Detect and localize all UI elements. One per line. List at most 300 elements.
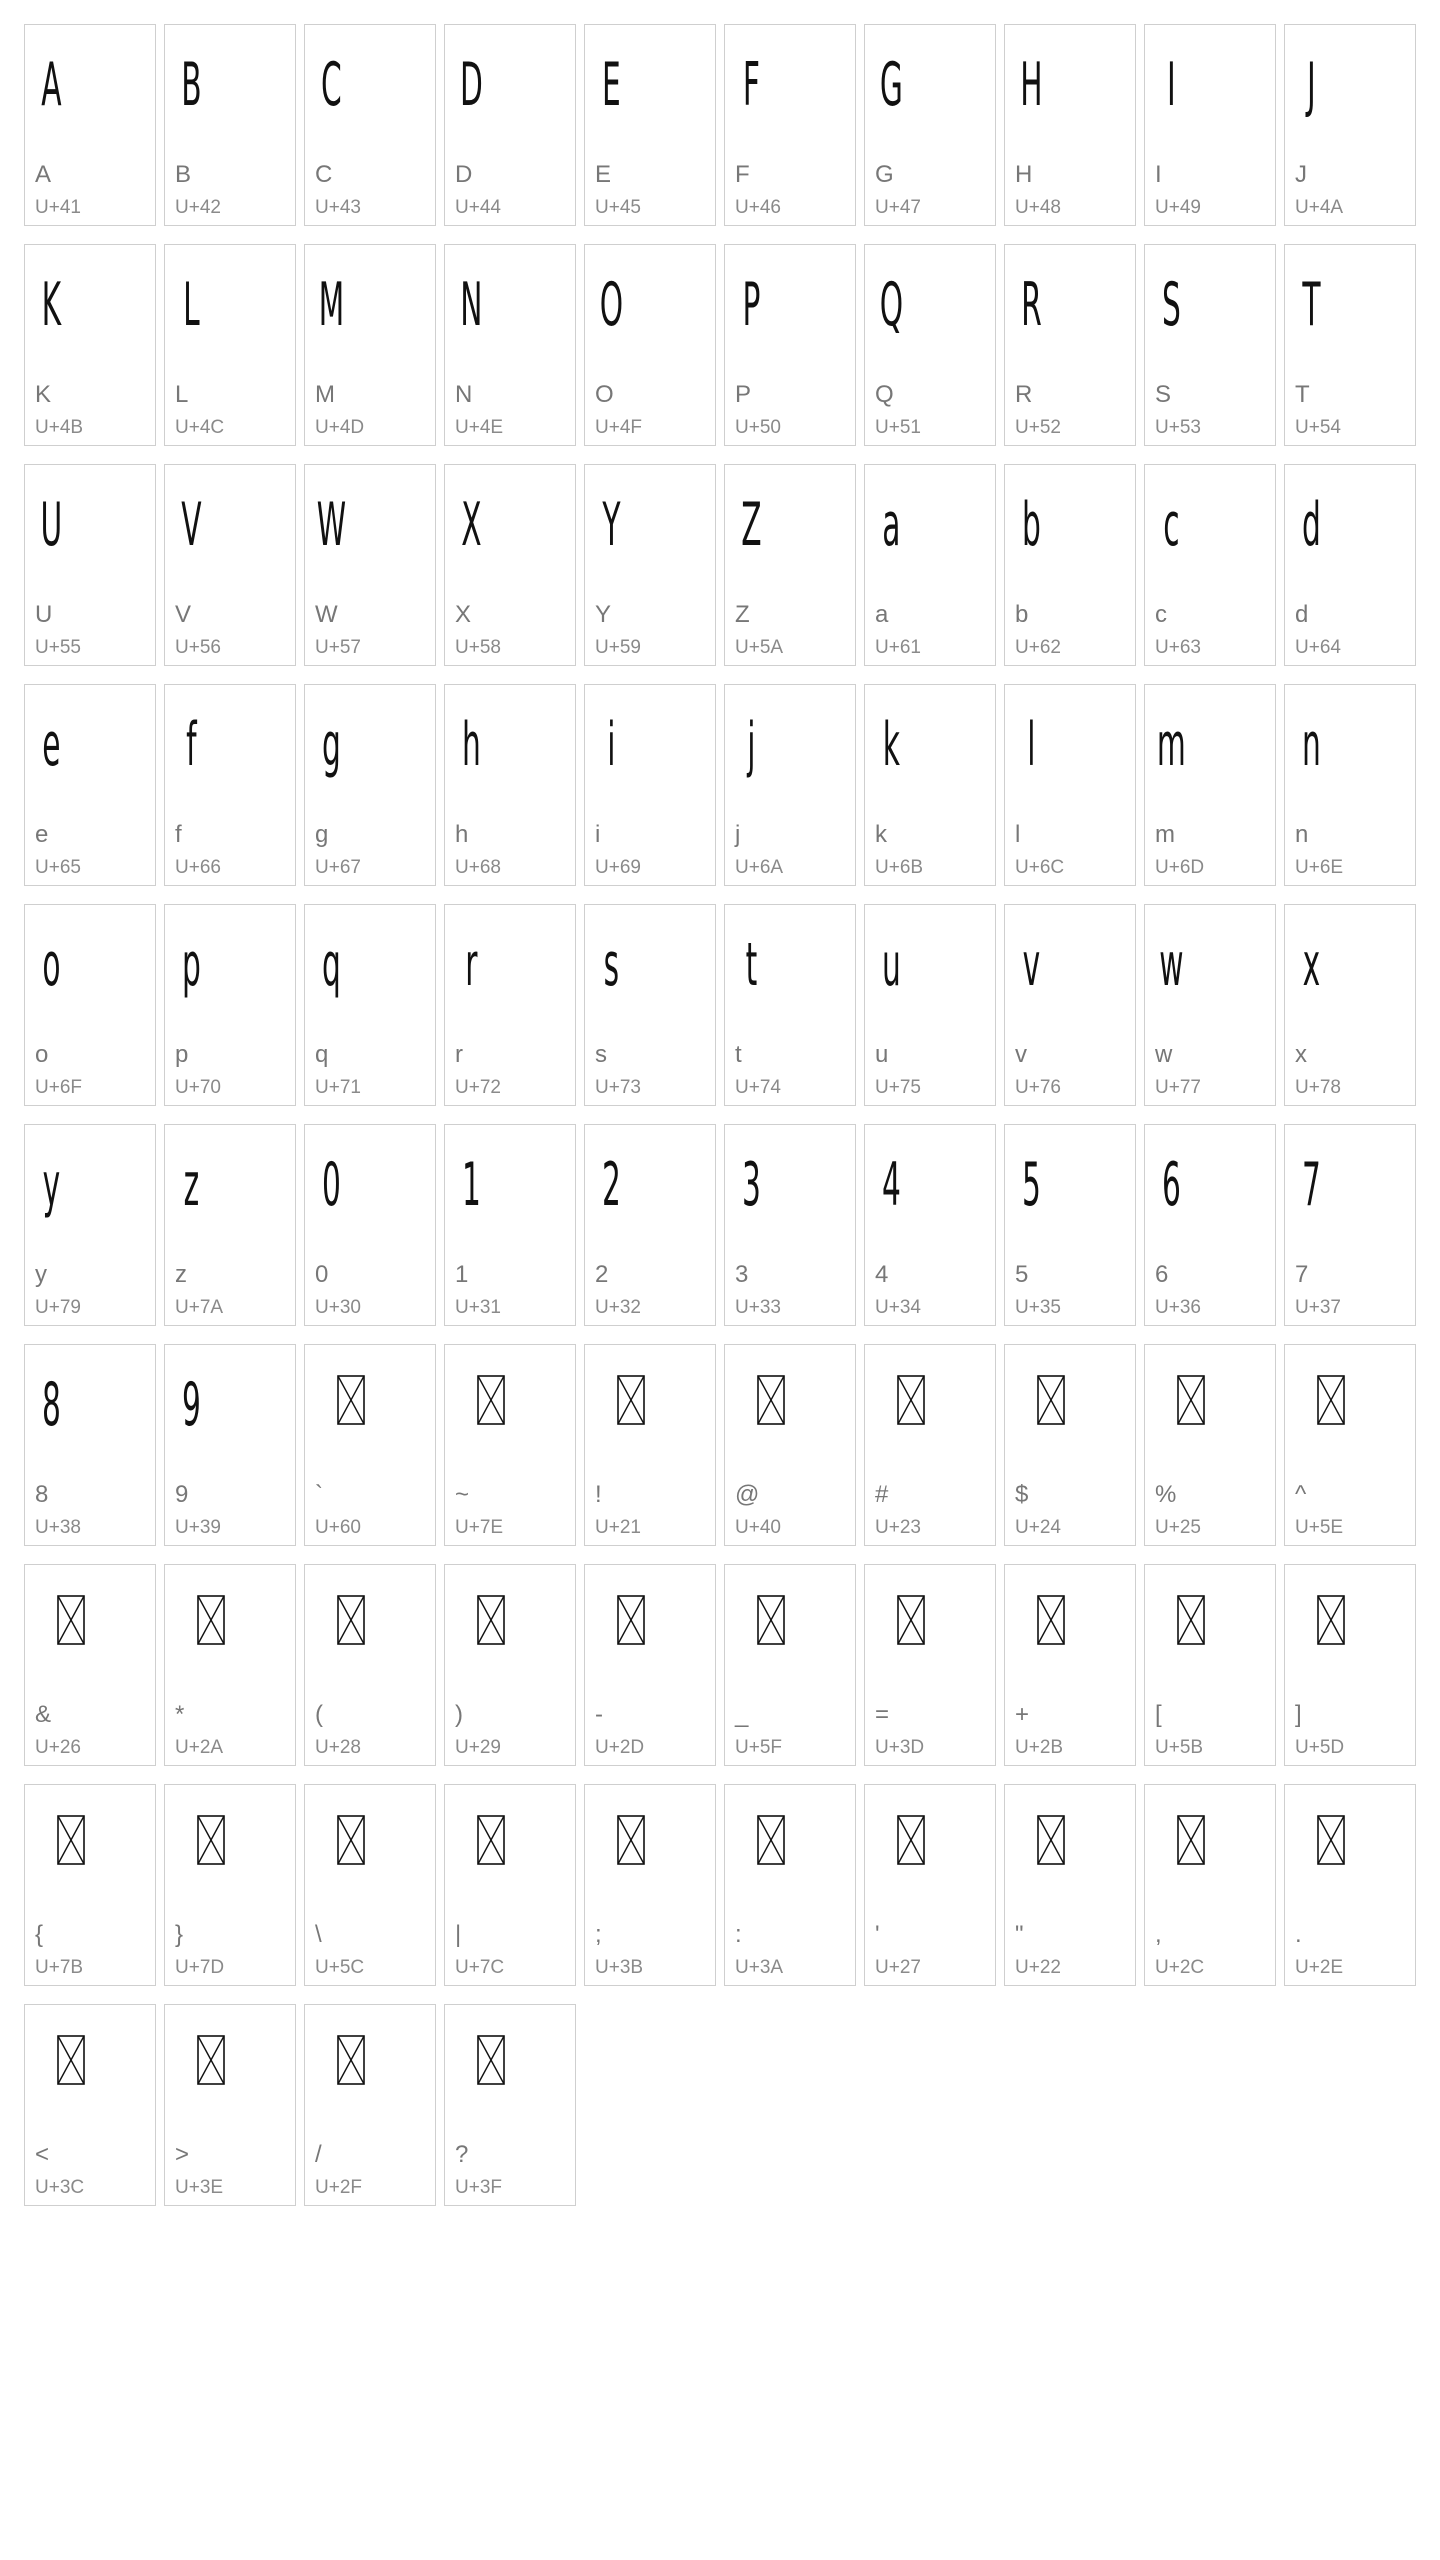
notdef-box-icon — [1317, 1375, 1345, 1425]
notdef-box-icon — [617, 1815, 645, 1865]
glyph-character: E — [602, 50, 621, 120]
character-label: " — [1015, 1921, 1024, 1948]
notdef-box-icon — [617, 1375, 645, 1425]
glyph-preview — [585, 710, 635, 825]
character-label: Y — [595, 601, 612, 628]
codepoint-label: U+26 — [35, 1737, 81, 1758]
notdef-box-icon — [1317, 1815, 1345, 1865]
glyph-cell — [584, 1564, 716, 1766]
glyph-cell — [724, 1564, 856, 1766]
glyph-preview — [585, 50, 635, 165]
glyph-cell — [304, 1784, 436, 1986]
glyph-cell — [1004, 1564, 1136, 1766]
codepoint-label: U+56 — [175, 637, 221, 658]
character-label: i — [595, 821, 601, 848]
codepoint-label: U+49 — [1155, 197, 1201, 218]
glyph-cell — [1284, 904, 1416, 1106]
notdef-box-icon — [197, 1815, 225, 1865]
character-label: s — [595, 1041, 607, 1068]
glyph-cell — [864, 1344, 996, 1546]
glyph-cell — [1144, 244, 1276, 446]
glyph-preview — [165, 1370, 215, 1485]
glyph-character: M — [318, 270, 345, 340]
glyph-cell — [1004, 24, 1136, 226]
glyph-preview — [1285, 710, 1335, 825]
character-label: M — [315, 381, 335, 408]
notdef-box-icon — [57, 1815, 85, 1865]
character-label: 3 — [735, 1261, 749, 1288]
glyph-cell — [724, 1124, 856, 1326]
codepoint-label: U+70 — [175, 1077, 221, 1098]
character-label: 1 — [455, 1261, 469, 1288]
codepoint-label: U+43 — [315, 197, 361, 218]
character-label: $ — [1015, 1481, 1029, 1508]
codepoint-label: U+77 — [1155, 1077, 1201, 1098]
glyph-cell — [1144, 1344, 1276, 1546]
glyph-preview — [25, 50, 75, 165]
codepoint-label: U+22 — [1015, 1957, 1061, 1978]
glyph-preview — [725, 710, 775, 825]
character-label: h — [455, 821, 469, 848]
codepoint-label: U+3C — [35, 2177, 85, 2198]
codepoint-label: U+62 — [1015, 637, 1061, 658]
glyph-preview — [585, 930, 635, 1045]
character-label: E — [595, 161, 612, 188]
glyph-preview — [725, 270, 775, 385]
character-label: N — [455, 381, 473, 408]
codepoint-label: U+25 — [1155, 1517, 1201, 1538]
codepoint-label: U+37 — [1295, 1297, 1341, 1318]
character-label: { — [35, 1921, 44, 1948]
glyph-preview — [25, 1150, 75, 1265]
glyph-preview — [165, 930, 215, 1045]
glyph-cell — [444, 904, 576, 1106]
character-label: u — [875, 1041, 889, 1068]
codepoint-label: U+2A — [175, 1737, 224, 1758]
codepoint-label: U+57 — [315, 637, 361, 658]
character-label: ( — [315, 1701, 323, 1728]
glyph-cell — [24, 464, 156, 666]
character-label: o — [35, 1041, 49, 1068]
character-label: = — [875, 1701, 890, 1728]
glyph-cell — [1284, 1564, 1416, 1766]
glyph-cell — [1284, 1784, 1416, 1986]
character-label: d — [1295, 601, 1309, 628]
codepoint-label: U+2F — [315, 2177, 362, 2198]
character-label: 5 — [1015, 1261, 1029, 1288]
notdef-box-icon — [197, 2035, 225, 2085]
notdef-box-icon — [57, 2035, 85, 2085]
character-label: D — [455, 161, 473, 188]
codepoint-label: U+4A — [1295, 197, 1344, 218]
character-label: / — [315, 2141, 322, 2168]
glyph-cell — [724, 1784, 856, 1986]
character-label: K — [35, 381, 52, 408]
glyph-preview — [865, 50, 915, 165]
glyph-cell — [1284, 1124, 1416, 1326]
codepoint-label: U+28 — [315, 1737, 361, 1758]
codepoint-label: U+6D — [1155, 857, 1205, 878]
codepoint-label: U+7D — [175, 1957, 225, 1978]
codepoint-label: U+6B — [875, 857, 924, 878]
glyph-cell — [444, 1784, 576, 1986]
glyph-preview — [1285, 490, 1335, 605]
notdef-box-icon — [337, 2035, 365, 2085]
codepoint-label: U+33 — [735, 1297, 781, 1318]
glyph-preview — [1145, 710, 1195, 825]
character-label: C — [315, 161, 333, 188]
glyph-preview — [305, 270, 355, 385]
codepoint-label: U+75 — [875, 1077, 921, 1098]
character-label: I — [1155, 161, 1162, 188]
glyph-character: F — [742, 50, 760, 120]
glyph-character: z — [183, 1150, 200, 1220]
character-label: 0 — [315, 1261, 329, 1288]
codepoint-label: U+7A — [175, 1297, 224, 1318]
character-label: 9 — [175, 1481, 189, 1508]
character-label: Q — [875, 381, 894, 408]
character-label: \ — [315, 1921, 322, 1948]
codepoint-label: U+6E — [1295, 857, 1344, 878]
character-label: x — [1295, 1041, 1307, 1068]
notdef-box-icon — [337, 1375, 365, 1425]
glyph-preview — [725, 50, 775, 165]
character-label: c — [1155, 601, 1167, 628]
glyph-character: c — [1163, 490, 1180, 560]
glyph-character: w — [1159, 930, 1184, 1000]
codepoint-label: U+68 — [455, 857, 501, 878]
glyph-preview — [1285, 50, 1335, 165]
codepoint-label: U+46 — [735, 197, 781, 218]
character-label: 6 — [1155, 1261, 1169, 1288]
codepoint-label: U+2C — [1155, 1957, 1205, 1978]
glyph-cell — [864, 1784, 996, 1986]
character-label: A — [35, 161, 52, 188]
glyph-character: P — [742, 270, 761, 340]
character-label: ` — [315, 1481, 323, 1508]
character-label: b — [1015, 601, 1029, 628]
character-label: - — [595, 1701, 603, 1728]
codepoint-label: U+66 — [175, 857, 221, 878]
codepoint-label: U+65 — [35, 857, 81, 878]
glyph-cell — [864, 244, 996, 446]
glyph-character: Z — [741, 490, 762, 560]
glyph-character: k — [882, 710, 900, 780]
notdef-box-icon — [1317, 1595, 1345, 1645]
glyph-preview — [165, 710, 215, 825]
glyph-preview — [1285, 1150, 1335, 1265]
glyph-cell — [444, 24, 576, 226]
notdef-box-icon — [477, 1375, 505, 1425]
glyph-cell — [24, 1124, 156, 1326]
codepoint-label: U+21 — [595, 1517, 641, 1538]
glyph-preview — [725, 930, 775, 1045]
glyph-character: g — [321, 710, 341, 780]
glyph-cell — [24, 244, 156, 446]
notdef-box-icon — [477, 1815, 505, 1865]
codepoint-label: U+40 — [735, 1517, 781, 1538]
glyph-preview — [1005, 50, 1055, 165]
glyph-character: o — [42, 930, 61, 1000]
glyph-preview — [305, 490, 355, 605]
character-label: : — [735, 1921, 742, 1948]
glyph-cell — [864, 1124, 996, 1326]
glyph-cell — [164, 904, 296, 1106]
glyph-cell — [864, 1564, 996, 1766]
codepoint-label: U+4F — [595, 417, 642, 438]
glyph-cell — [1004, 1784, 1136, 1986]
glyph-character: G — [879, 50, 903, 120]
glyph-cell — [1144, 1784, 1276, 1986]
codepoint-label: U+30 — [315, 1297, 361, 1318]
glyph-cell — [724, 904, 856, 1106]
glyph-preview — [445, 50, 495, 165]
glyph-character: K — [41, 270, 62, 340]
glyph-cell — [584, 1344, 716, 1546]
glyph-character: 8 — [41, 1370, 61, 1440]
codepoint-label: U+38 — [35, 1517, 81, 1538]
codepoint-label: U+58 — [455, 637, 501, 658]
codepoint-label: U+5A — [735, 637, 784, 658]
glyph-cell — [24, 2004, 156, 2206]
character-label: # — [875, 1481, 889, 1508]
codepoint-label: U+74 — [735, 1077, 781, 1098]
glyph-cell — [164, 1564, 296, 1766]
character-label: , — [1155, 1921, 1162, 1948]
glyph-character: B — [181, 50, 202, 120]
character-label: n — [1295, 821, 1309, 848]
glyph-cell — [444, 244, 576, 446]
glyph-character: 2 — [601, 1150, 621, 1220]
glyph-preview — [1145, 270, 1195, 385]
character-label: r — [455, 1041, 463, 1068]
glyph-preview — [865, 1150, 915, 1265]
character-label: v — [1015, 1041, 1027, 1068]
character-label: < — [35, 2141, 50, 2168]
glyph-cell — [1144, 464, 1276, 666]
glyph-preview — [25, 1370, 75, 1485]
glyph-preview — [445, 930, 495, 1045]
glyph-cell — [444, 1564, 576, 1766]
character-label: t — [735, 1041, 742, 1068]
glyph-character: b — [1021, 490, 1041, 560]
glyph-character: e — [42, 710, 61, 780]
glyph-cell — [444, 464, 576, 666]
glyph-character: R — [1021, 270, 1042, 340]
glyph-preview — [445, 710, 495, 825]
codepoint-label: U+78 — [1295, 1077, 1341, 1098]
glyph-cell — [164, 2004, 296, 2206]
codepoint-label: U+3B — [595, 1957, 644, 1978]
glyph-cell — [304, 464, 436, 666]
character-label: ! — [595, 1481, 602, 1508]
glyph-preview — [305, 1150, 355, 1265]
glyph-preview — [165, 490, 215, 605]
codepoint-label: U+50 — [735, 417, 781, 438]
glyph-cell — [24, 1784, 156, 1986]
glyph-cell — [1004, 684, 1136, 886]
glyph-character: C — [321, 50, 342, 120]
codepoint-label: U+60 — [315, 1517, 361, 1538]
glyph-cell — [1284, 684, 1416, 886]
codepoint-label: U+2E — [1295, 1957, 1344, 1978]
glyph-cell — [24, 24, 156, 226]
glyph-cell — [724, 1344, 856, 1546]
codepoint-label: U+7B — [35, 1957, 84, 1978]
glyph-preview — [1145, 930, 1195, 1045]
glyph-character: I — [1167, 50, 1176, 120]
glyph-character: S — [1161, 270, 1181, 340]
character-label: ~ — [455, 1481, 470, 1508]
notdef-box-icon — [477, 2035, 505, 2085]
glyph-cell — [1144, 24, 1276, 226]
glyph-cell — [1284, 24, 1416, 226]
codepoint-label: U+39 — [175, 1517, 221, 1538]
glyph-character: f — [186, 710, 197, 780]
glyph-preview — [1145, 50, 1195, 165]
glyph-cell — [1144, 1564, 1276, 1766]
character-label: | — [455, 1921, 462, 1948]
character-label: ' — [875, 1921, 880, 1948]
codepoint-label: U+7E — [455, 1517, 504, 1538]
glyph-cell — [1284, 244, 1416, 446]
glyph-preview — [585, 270, 635, 385]
notdef-box-icon — [57, 1595, 85, 1645]
glyph-character: d — [1301, 490, 1321, 560]
character-label: f — [175, 821, 182, 848]
glyph-cell — [864, 684, 996, 886]
codepoint-label: U+73 — [595, 1077, 641, 1098]
glyph-cell — [304, 24, 436, 226]
notdef-box-icon — [477, 1595, 505, 1645]
notdef-box-icon — [1177, 1375, 1205, 1425]
glyph-character: 0 — [321, 1150, 341, 1220]
notdef-box-icon — [617, 1595, 645, 1645]
glyph-cell — [1004, 464, 1136, 666]
notdef-box-icon — [757, 1375, 785, 1425]
glyph-character: s — [603, 930, 620, 1000]
codepoint-label: U+47 — [875, 197, 921, 218]
codepoint-label: U+2D — [595, 1737, 645, 1758]
codepoint-label: U+4E — [455, 417, 504, 438]
glyph-character: X — [461, 490, 482, 560]
glyph-cell — [24, 1344, 156, 1546]
glyph-preview — [1005, 930, 1055, 1045]
glyph-cell — [304, 1344, 436, 1546]
character-label: z — [175, 1261, 187, 1288]
glyph-preview — [1005, 710, 1055, 825]
character-label: J — [1295, 161, 1307, 188]
glyph-cell — [444, 1124, 576, 1326]
glyph-preview — [25, 490, 75, 605]
codepoint-label: U+51 — [875, 417, 921, 438]
character-label: ) — [455, 1701, 463, 1728]
codepoint-label: U+53 — [1155, 417, 1201, 438]
codepoint-label: U+55 — [35, 637, 81, 658]
character-label: w — [1155, 1041, 1173, 1068]
character-label: Z — [735, 601, 750, 628]
notdef-box-icon — [897, 1815, 925, 1865]
glyph-preview — [865, 490, 915, 605]
glyph-preview — [865, 930, 915, 1045]
codepoint-label: U+3D — [875, 1737, 925, 1758]
glyph-preview — [1285, 930, 1335, 1045]
codepoint-label: U+5D — [1295, 1737, 1345, 1758]
character-label: [ — [1155, 1701, 1162, 1728]
character-label: P — [735, 381, 752, 408]
codepoint-label: U+6F — [35, 1077, 82, 1098]
glyph-preview — [865, 710, 915, 825]
codepoint-label: U+4B — [35, 417, 84, 438]
notdef-box-icon — [1037, 1815, 1065, 1865]
glyph-cell — [164, 1124, 296, 1326]
glyph-character: i — [607, 710, 616, 780]
glyph-cell — [724, 684, 856, 886]
glyph-cell — [304, 1124, 436, 1326]
glyph-cell — [164, 244, 296, 446]
notdef-box-icon — [897, 1595, 925, 1645]
glyph-preview — [1145, 1150, 1195, 1265]
glyph-preview — [165, 270, 215, 385]
codepoint-label: U+41 — [35, 197, 81, 218]
character-label: j — [735, 821, 741, 848]
glyph-preview — [165, 1150, 215, 1265]
codepoint-label: U+5E — [1295, 1517, 1344, 1538]
glyph-cell — [164, 1784, 296, 1986]
character-label: * — [175, 1701, 185, 1728]
character-label: 4 — [875, 1261, 889, 1288]
character-label: L — [175, 381, 189, 408]
glyph-cell — [1004, 1124, 1136, 1326]
glyph-cell — [304, 1564, 436, 1766]
glyph-character: m — [1156, 710, 1186, 780]
glyph-preview — [445, 270, 495, 385]
glyph-cell — [1144, 684, 1276, 886]
character-label: W — [315, 601, 338, 628]
codepoint-label: U+44 — [455, 197, 501, 218]
codepoint-label: U+35 — [1015, 1297, 1061, 1318]
glyph-cell — [724, 24, 856, 226]
glyph-cell — [444, 1344, 576, 1546]
codepoint-label: U+59 — [595, 637, 641, 658]
character-label: S — [1155, 381, 1172, 408]
glyph-cell — [24, 684, 156, 886]
glyph-character: A — [41, 50, 62, 120]
character-label: k — [875, 821, 887, 848]
glyph-preview — [725, 490, 775, 605]
codepoint-label: U+31 — [455, 1297, 501, 1318]
character-label: ; — [595, 1921, 602, 1948]
glyph-preview — [305, 930, 355, 1045]
glyph-preview — [445, 490, 495, 605]
glyph-preview — [1285, 270, 1335, 385]
glyph-cell — [164, 684, 296, 886]
glyph-cell — [304, 244, 436, 446]
glyph-cell — [864, 24, 996, 226]
glyph-preview — [165, 50, 215, 165]
glyph-cell — [164, 1344, 296, 1546]
character-label: G — [875, 161, 894, 188]
glyph-character: U — [40, 490, 63, 560]
glyph-preview — [1145, 490, 1195, 605]
glyph-character: 3 — [741, 1150, 761, 1220]
notdef-box-icon — [1177, 1595, 1205, 1645]
character-label: O — [595, 381, 614, 408]
glyph-cell — [24, 1564, 156, 1766]
character-label: + — [1015, 1701, 1030, 1728]
character-label: _ — [735, 1701, 749, 1728]
character-label: 7 — [1295, 1261, 1309, 1288]
